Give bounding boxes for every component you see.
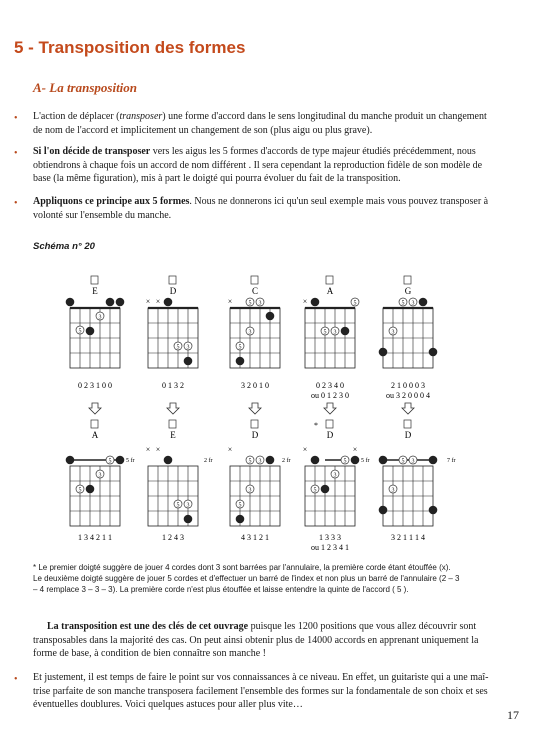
- bullet-icon: •: [14, 198, 18, 209]
- svg-text:5: 5: [353, 300, 357, 307]
- svg-text:7 fr: 7 fr: [447, 458, 456, 464]
- svg-text:×: ×: [352, 445, 358, 454]
- svg-text:5: 5: [401, 300, 405, 307]
- chord-diagrams-figure: [0, 260, 549, 560]
- svg-text:ou 1 2 3 4 1: ou 1 2 3 4 1: [311, 543, 349, 552]
- svg-text:×: ×: [302, 297, 308, 306]
- svg-text:5 fr: 5 fr: [126, 458, 135, 464]
- svg-text:0 2 3 4 0: 0 2 3 4 0: [316, 381, 344, 390]
- arrow-down-icon: [89, 403, 101, 414]
- bullet-paragraph-1: L'action de déplacer (transposer) une forme d'accord dans le sens longitudinal du manche produit un changement de nom de l'accord et implicitement un changement de son (plus aigu ou plus grave).: [33, 111, 487, 136]
- svg-text:×: ×: [145, 445, 151, 454]
- svg-text:5: 5: [238, 344, 242, 351]
- svg-text:5: 5: [108, 458, 112, 465]
- svg-text:3: 3: [248, 487, 252, 494]
- svg-text:5 fr: 5 fr: [361, 458, 370, 464]
- arrow-down-icon: [249, 403, 261, 414]
- svg-text:2 1 0 0 0 3: 2 1 0 0 0 3: [391, 381, 425, 390]
- svg-text:2 fr: 2 fr: [204, 458, 213, 464]
- svg-text:5: 5: [248, 458, 252, 465]
- bullet-paragraph-2: Si l'on décide de transposer vers les aigus les 5 formes d'accords de type majeur étudiés précédemment, nous obtiendrons à chaque fois un accord de nom différent . Il sera cependant la reproduction fidèle de son modèle de base (la même figuration), mis à part le doigté qui pourra évoluer du fait de la transposition.: [33, 146, 483, 184]
- svg-text:×: ×: [302, 445, 308, 454]
- svg-text:5: 5: [176, 344, 180, 351]
- chord-diagram-D-transposed-3: [379, 420, 456, 542]
- svg-text:ou 3 2 0 0 0 4: ou 3 2 0 0 0 4: [386, 391, 430, 400]
- chord-diagram-D: [146, 276, 198, 390]
- svg-text:3: 3: [186, 502, 190, 509]
- svg-text:3: 3: [98, 472, 102, 479]
- chord-diagram-D-transposed-2: [303, 420, 370, 552]
- svg-text:3: 3: [391, 487, 395, 494]
- svg-text:3: 3: [391, 329, 395, 336]
- svg-text:5: 5: [323, 329, 327, 336]
- svg-text:C: C: [251, 286, 259, 296]
- svg-text:5: 5: [248, 300, 252, 307]
- svg-text:1 3 3 3: 1 3 3 3: [319, 533, 341, 542]
- chord-diagram-A-transposed: [66, 420, 135, 542]
- svg-text:A: A: [326, 286, 334, 296]
- svg-text:5: 5: [401, 458, 405, 465]
- bullet-icon: •: [14, 148, 18, 159]
- svg-text:3: 3: [186, 344, 190, 351]
- svg-text:5: 5: [78, 487, 82, 494]
- svg-text:3: 3: [333, 329, 337, 336]
- svg-text:×: ×: [145, 297, 151, 306]
- chord-diagram-A: [303, 276, 359, 400]
- svg-text:D: D: [326, 430, 334, 440]
- arrow-down-icon: [324, 403, 336, 414]
- svg-text:3: 3: [258, 458, 262, 465]
- svg-text:3 2 1 1 1 4: 3 2 1 1 1 4: [391, 533, 425, 542]
- svg-text:3: 3: [411, 458, 415, 465]
- svg-text:5: 5: [313, 487, 317, 494]
- svg-text:E: E: [170, 430, 176, 440]
- svg-text:4 3 1 2 1: 4 3 1 2 1: [241, 533, 269, 542]
- svg-text:3: 3: [333, 472, 337, 479]
- svg-text:3 2 0 1 0: 3 2 0 1 0: [241, 381, 269, 390]
- chord-diagram-C: [228, 276, 280, 390]
- schema-label: Schéma n° 20: [33, 241, 95, 252]
- svg-text:5: 5: [238, 502, 242, 509]
- svg-text:3: 3: [411, 300, 415, 307]
- chord-fingering: 0 2 3 1 0 0: [78, 381, 112, 390]
- svg-text:×: ×: [227, 445, 233, 454]
- svg-text:5: 5: [343, 458, 347, 465]
- chord-name: E: [92, 286, 98, 296]
- chord-diagram-E: [66, 276, 125, 390]
- section-subtitle: A- La transposition: [33, 80, 138, 95]
- svg-text:×: ×: [155, 445, 161, 454]
- page-title: 5 - Transposition des formes: [14, 38, 246, 57]
- svg-text:ou 0 1 2 3 0: ou 0 1 2 3 0: [311, 391, 349, 400]
- svg-text:D: D: [169, 286, 177, 296]
- svg-text:3: 3: [258, 300, 262, 307]
- paragraph-knowledge: Et justement, il est temps de faire le point sur vos connaissances à ce niveau. En effet, un guitariste qui a une maî- trise parfaite de son manche transposera facilement l'ensemble des formes sur la fondamentale de son choix et ses éventuelles doublures. Voici quelques astuces pour aller plus vite…: [33, 672, 489, 710]
- svg-text:3: 3: [98, 314, 102, 321]
- svg-text:*: *: [314, 421, 318, 430]
- chord-diagram-E-transposed: [146, 420, 213, 542]
- bullet-paragraph-3: Appliquons ce principe aux 5 formes. Nous ne donnerons ici qu'un seul exemple mais vous pouvez transposer à volonté sur l'ensemble du manche.: [33, 196, 489, 221]
- chord-diagram-D-transposed-1: [228, 420, 291, 542]
- arrow-down-icon: [167, 403, 179, 414]
- chord-diagram-G: [379, 276, 438, 400]
- svg-text:1 2 4 3: 1 2 4 3: [162, 533, 184, 542]
- svg-text:×: ×: [227, 297, 233, 306]
- svg-text:2 fr: 2 fr: [282, 458, 291, 464]
- bullet-icon: •: [14, 113, 18, 124]
- page-number: 17: [507, 708, 519, 722]
- svg-text:G: G: [404, 286, 412, 296]
- svg-text:D: D: [251, 430, 259, 440]
- svg-text:5: 5: [176, 502, 180, 509]
- paragraph-transposition-key: La transposition est une des clés de cet ouvrage puisque les 1200 positions que vous allez découvrir sont transposables dans la majorité des cas. On peut ainsi obtenir plus de 14000 accords en apprenant uniquement la forme de base, à condition de bien connaître son manche !: [33, 621, 479, 659]
- bullet-icon: •: [14, 674, 18, 685]
- svg-text:A: A: [91, 430, 99, 440]
- svg-text:3: 3: [248, 329, 252, 336]
- svg-text:×: ×: [155, 297, 161, 306]
- footnote: * Le premier doigté suggère de jouer 4 cordes dont 3 sont barrées par l'annulaire, la première corde étant étouffée (x). Le deuxième doigté suggère de jouer 5 cordes et d'effectuer un barré de l'index et non plus un barré de l'annulaire (2 – 3 – 4 remplace 3 – 3 – 3). La première corde n'est plus étouffée et laisse entendre la quinte de l'accord ( 5 ).: [33, 563, 460, 595]
- svg-text:0 1 3 2: 0 1 3 2: [162, 381, 184, 390]
- svg-text:D: D: [404, 430, 412, 440]
- arrow-down-icon: [402, 403, 414, 414]
- svg-text:5: 5: [78, 328, 82, 335]
- svg-text:1 3 4 2 1 1: 1 3 4 2 1 1: [78, 533, 112, 542]
